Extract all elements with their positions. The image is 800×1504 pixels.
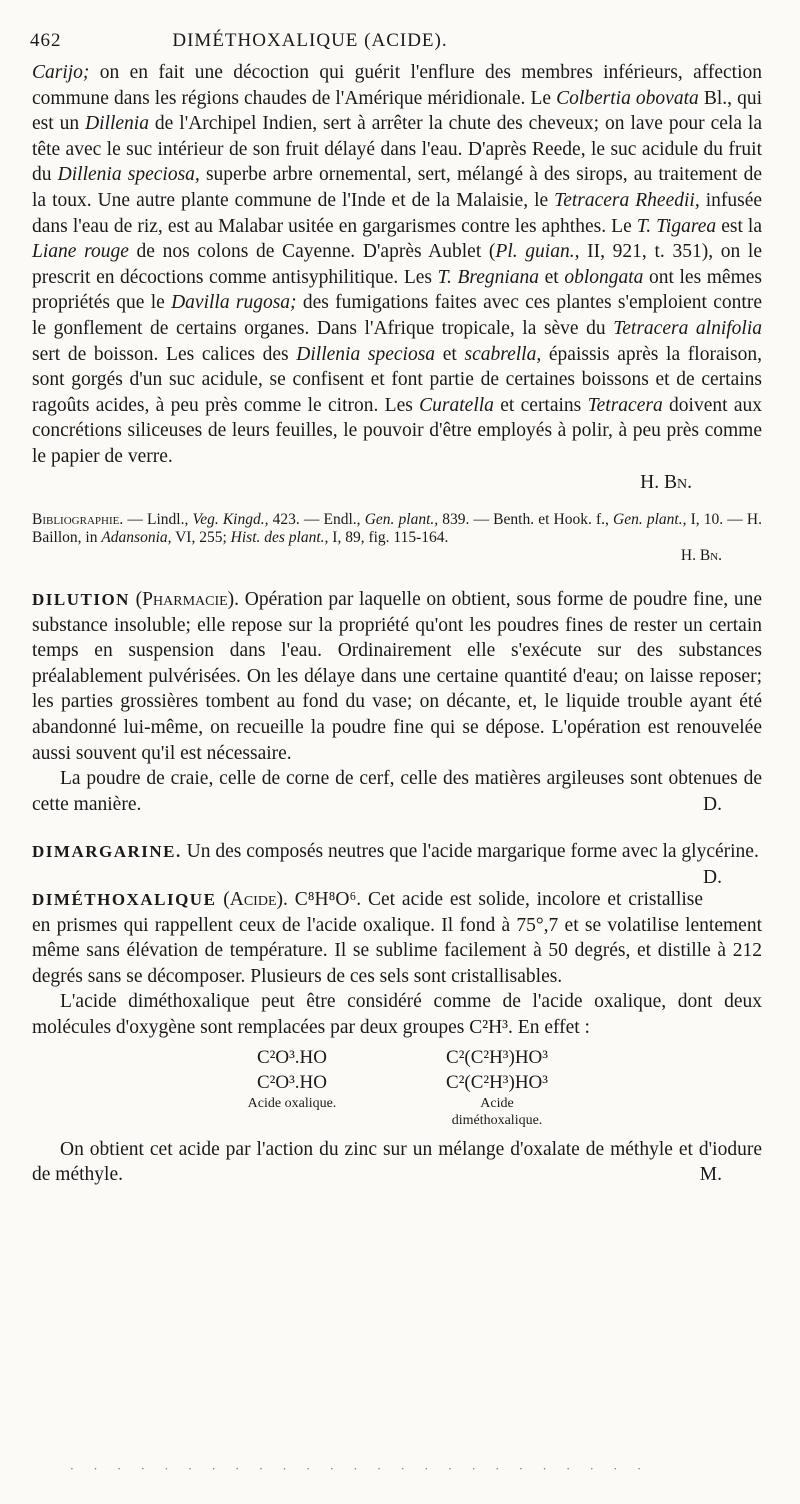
page-number: 462 [30, 30, 62, 51]
page-body [32, 60, 762, 1188]
paragraph-dillenia-uses: Carijo; on en fait une décoction qui guérit l'enflure des membres inférieurs, affection commune dans les régions chaudes de l'Amérique méridionale. Le Colbertia obovata Bl., qui est un Dillenia de l'Archipel Indien, sert à arrêter la chute des cheveux; on lave pour cela la tête avec le suc intérieur de son fruit délayé dans l'eau. D'après Reede, le suc acidule du fruit du Dillenia speciosa, superbe arbre ornemental, sert, mélangé à des sirops, au traitement de la toux. Une autre plante commune de l'Inde et de la Malaisie, le Tetracera Rheedii, infusée dans l'eau de riz, est au Malabar usitée en gargarismes contre les aphthes. Le T. Tigarea est la Liane rouge de nos colons de Cayenne. D'après Aublet (Pl. guian., II, 921, t. 351), on le prescrit en décoctions comme antisyphilitique. Les T. Bregniana et oblongata ont les mêmes propriétés que le Davilla rugosa; des fumigations faites avec ces plantes s'emploient contre le gonflement de certains organes. Dans l'Afrique tropicale, la sève du Tetracera alnifolia sert de boisson. Les calices des Dillenia speciosa et scabrella, épaissis après la floraison, sont gorgés d'un suc acidule, se confisent et font partie de certaines boissons et de certains ragoûts acides, à peu près comme le citron. Les Curatella et certains Tetracera doivent aux concrétions siliceuses de leurs feuilles, le pouvoir d'être employés à polir, à peu près comme le papier de verre. [32, 62, 763, 467]
scan-artifact-marks: · · · · · · · · · · · · · · · · · · · · · · · · · [70, 1462, 649, 1476]
entry-heading: DILUTION [32, 590, 130, 610]
entry-dimargarine: DIMARGARINE. Un des composés neutres que l'acide margarique forme avec la glycérine. D. [32, 839, 762, 865]
bibliography: Bibliographie. — Lindl., Veg. Kingd., 423. — Endl., Gen. plant., 839. — Benth. et Hook. f., Gen. plant., I, 10. — H. Baillon, in Adansonia, VI, 255; Hist. des plant., I, 89, fig. 115-164. H. Bn. [32, 511, 763, 565]
formula-oxalic-acid: C²O³.HO C²O³.HO Acide oxalique. [247, 1046, 337, 1111]
chemical-formula: C⁸H⁸O⁶. [287, 889, 362, 911]
running-title: DIMÉTHOXALIQUE (ACIDE). [172, 30, 448, 51]
entry-heading: DIMÉTHOXALIQUE [32, 890, 217, 910]
author-signature: H. Bn. [640, 471, 692, 493]
formula-comparison [32, 1045, 762, 1128]
entry-dilution: DILUTION (Pharmacie). Opération par laquelle on obtient, sous forme de poudre fine, une substance insoluble; elle repose sur la propriété qu'ont les poudres fines de rester un certain temps en suspension dans l'eau. Ordinairement elle s'exécute sur des substances préalablement pulvérisées. On les délaye dans une certaine quantité d'eau; on laisse reposer; les parties grossières tombent au fond du vase; on décante, et, le liquide trouble ayant été abandonné lui-même, on recueille la poudre fine qui se dépose. L'opération est renouvelée aussi souvent qu'il est nécessaire. La poudre de craie, celle de corne de cerf, celle des matières argileuses sont obtenues de cette manière. D. [32, 587, 762, 817]
entry-signature: D. [703, 793, 722, 815]
entry-dimethoxalique: DIMÉTHOXALIQUE (Acide). C⁸H⁸O⁶. Cet acide est solide, incolore et cristallise en prismes qui rappellent ceux de l'acide oxalique. Il fond à 75°,7 et se volatilise lentement même sans élévation de température. Il se sublime facilement à 50 degrés, et distille à 212 degrés sans se décomposer. Plusieurs de ces sels sont cristallisables. L'acide diméthoxalique peut être considéré comme de l'acide oxalique, dont deux molécules d'oxygène sont remplacées par deux groupes C²H³. En effet : C²O³.HO C²O³.HO Acide oxalique. C²(C²H³)HO³ C²(C²H³)HO³ Acide diméthoxalique. On obtient cet acide par l'action du zinc sur un mélange d'oxalate de méthyle et d'iodure de méthyle. M. [32, 887, 762, 1188]
entry-signature: D. [703, 867, 722, 889]
bibliography-signature: H. Bn. [680, 547, 722, 565]
entry-heading: DIMARGARINE. [32, 842, 182, 862]
formula-dimethoxalic-acid: C²(C²H³)HO³ C²(C²H³)HO³ Acide diméthoxalique. [446, 1046, 548, 1128]
page-header [30, 30, 770, 60]
entry-signature: M. [699, 1164, 722, 1186]
